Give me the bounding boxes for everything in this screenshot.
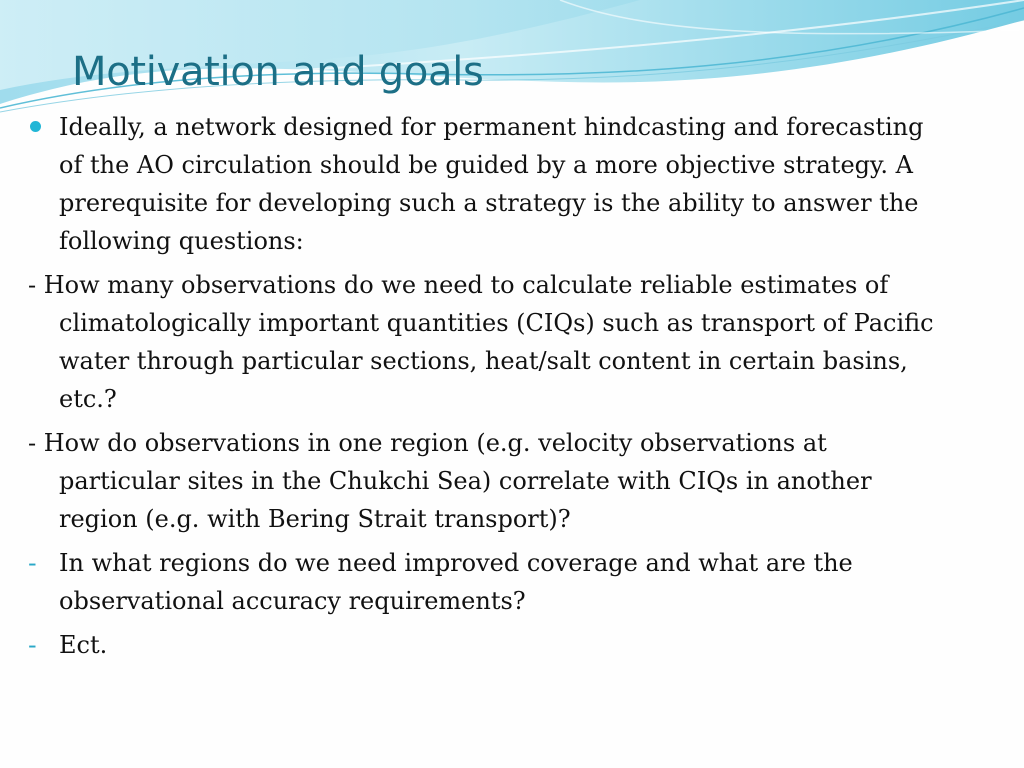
dash-bullet-paragraph-1 bbox=[28, 544, 948, 620]
slide-body bbox=[28, 108, 948, 670]
paragraph-text: - How many observations do we need to calculate reliable estimates of climatologically important quantities (CIQs) such as transport of Pacific water through particular sections, heat/salt content in certain basins, etc.? bbox=[28, 271, 934, 413]
slide-title: Motivation and goals bbox=[72, 49, 484, 95]
paragraph-text: - How do observations in one region (e.g. velocity observations at particular sites in the Chukchi Sea) correlate with CIQs in another region (e.g. with Bering Strait transport)? bbox=[28, 429, 872, 533]
question-paragraph-2 bbox=[28, 424, 948, 538]
dash-bullet-marker: - bbox=[28, 631, 37, 659]
paragraph-text: Ect. bbox=[59, 631, 108, 659]
dash-bullet-paragraph-2 bbox=[28, 626, 948, 664]
paragraph-text: In what regions do we need improved coverage and what are the observational accuracy requirements? bbox=[59, 549, 853, 615]
question-paragraph-1 bbox=[28, 266, 948, 418]
bullet-dot-icon bbox=[30, 121, 41, 132]
bullet-paragraph-1 bbox=[28, 108, 948, 260]
paragraph-text: Ideally, a network designed for permanent hindcasting and forecasting of the AO circulation should be guided by a more objective strategy. A prerequisite for developing such a strategy is the ability to answer the following questions: bbox=[59, 113, 924, 255]
dash-bullet-marker: - bbox=[28, 549, 37, 577]
